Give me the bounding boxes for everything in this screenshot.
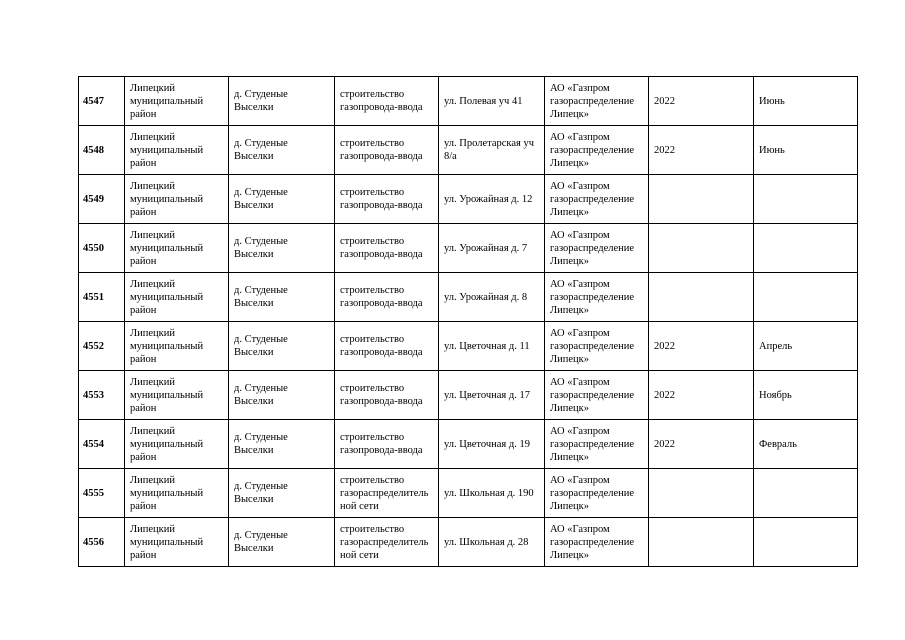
row-number-cell: 4551	[79, 273, 125, 322]
address-cell: ул. Урожайная д. 12	[439, 175, 545, 224]
year-cell: 2022	[649, 420, 754, 469]
district-cell: Липецкий муниципальный район	[125, 224, 229, 273]
table-body	[79, 77, 858, 567]
work-type-cell: строительство газораспределительной сети	[335, 469, 439, 518]
work-type-cell: строительство газопровода-ввода	[335, 420, 439, 469]
district-cell: Липецкий муниципальный район	[125, 77, 229, 126]
year-cell	[649, 273, 754, 322]
locality-cell: д. Студеные Выселки	[229, 126, 335, 175]
district-cell: Липецкий муниципальный район	[125, 273, 229, 322]
row-number-cell: 4552	[79, 322, 125, 371]
address-cell: ул. Цветочная д. 19	[439, 420, 545, 469]
locality-cell: д. Студеные Выселки	[229, 469, 335, 518]
work-type-cell: строительство газопровода-ввода	[335, 371, 439, 420]
organization-cell: АО «Газпром газораспределение Липецк»	[545, 77, 649, 126]
address-cell: ул. Цветочная д. 11	[439, 322, 545, 371]
table-row	[79, 518, 858, 567]
year-cell: 2022	[649, 126, 754, 175]
district-cell: Липецкий муниципальный район	[125, 175, 229, 224]
district-cell: Липецкий муниципальный район	[125, 126, 229, 175]
month-cell	[754, 518, 858, 567]
table-row	[79, 371, 858, 420]
month-cell: Июнь	[754, 77, 858, 126]
work-type-cell: строительство газопровода-ввода	[335, 322, 439, 371]
month-cell: Февраль	[754, 420, 858, 469]
district-cell: Липецкий муниципальный район	[125, 518, 229, 567]
table-row	[79, 420, 858, 469]
district-cell: Липецкий муниципальный район	[125, 420, 229, 469]
table-row	[79, 224, 858, 273]
table-row	[79, 77, 858, 126]
table-row	[79, 469, 858, 518]
year-cell	[649, 469, 754, 518]
month-cell	[754, 469, 858, 518]
year-cell: 2022	[649, 77, 754, 126]
organization-cell: АО «Газпром газораспределение Липецк»	[545, 469, 649, 518]
locality-cell: д. Студеные Выселки	[229, 518, 335, 567]
locality-cell: д. Студеные Выселки	[229, 420, 335, 469]
address-cell: ул. Цветочная д. 17	[439, 371, 545, 420]
work-type-cell: строительство газопровода-ввода	[335, 224, 439, 273]
table-row	[79, 273, 858, 322]
locality-cell: д. Студеные Выселки	[229, 322, 335, 371]
district-cell: Липецкий муниципальный район	[125, 469, 229, 518]
district-cell: Липецкий муниципальный район	[125, 322, 229, 371]
work-type-cell: строительство газораспределительной сети	[335, 518, 439, 567]
year-cell	[649, 224, 754, 273]
address-cell: ул. Урожайная д. 7	[439, 224, 545, 273]
table-row	[79, 175, 858, 224]
work-type-cell: строительство газопровода-ввода	[335, 126, 439, 175]
work-type-cell: строительство газопровода-ввода	[335, 77, 439, 126]
row-number-cell: 4556	[79, 518, 125, 567]
row-number-cell: 4549	[79, 175, 125, 224]
table-row	[79, 126, 858, 175]
month-cell	[754, 224, 858, 273]
locality-cell: д. Студеные Выселки	[229, 371, 335, 420]
table-row	[79, 322, 858, 371]
organization-cell: АО «Газпром газораспределение Липецк»	[545, 273, 649, 322]
locality-cell: д. Студеные Выселки	[229, 175, 335, 224]
organization-cell: АО «Газпром газораспределение Липецк»	[545, 224, 649, 273]
organization-cell: АО «Газпром газораспределение Липецк»	[545, 518, 649, 567]
month-cell	[754, 175, 858, 224]
year-cell: 2022	[649, 371, 754, 420]
row-number-cell: 4553	[79, 371, 125, 420]
address-cell: ул. Школьная д. 28	[439, 518, 545, 567]
work-type-cell: строительство газопровода-ввода	[335, 273, 439, 322]
address-cell: ул. Урожайная д. 8	[439, 273, 545, 322]
year-cell	[649, 518, 754, 567]
row-number-cell: 4547	[79, 77, 125, 126]
gasification-schedule-table	[78, 76, 858, 567]
locality-cell: д. Студеные Выселки	[229, 273, 335, 322]
year-cell: 2022	[649, 322, 754, 371]
work-type-cell: строительство газопровода-ввода	[335, 175, 439, 224]
month-cell: Апрель	[754, 322, 858, 371]
organization-cell: АО «Газпром газораспределение Липецк»	[545, 126, 649, 175]
organization-cell: АО «Газпром газораспределение Липецк»	[545, 420, 649, 469]
district-cell: Липецкий муниципальный район	[125, 371, 229, 420]
month-cell	[754, 273, 858, 322]
address-cell: ул. Школьная д. 190	[439, 469, 545, 518]
row-number-cell: 4555	[79, 469, 125, 518]
locality-cell: д. Студеные Выселки	[229, 77, 335, 126]
organization-cell: АО «Газпром газораспределение Липецк»	[545, 371, 649, 420]
address-cell: ул. Пролетарская уч 8/а	[439, 126, 545, 175]
organization-cell: АО «Газпром газораспределение Липецк»	[545, 322, 649, 371]
row-number-cell: 4554	[79, 420, 125, 469]
address-cell: ул. Полевая уч 41	[439, 77, 545, 126]
locality-cell: д. Студеные Выселки	[229, 224, 335, 273]
month-cell: Ноябрь	[754, 371, 858, 420]
row-number-cell: 4550	[79, 224, 125, 273]
month-cell: Июнь	[754, 126, 858, 175]
year-cell	[649, 175, 754, 224]
row-number-cell: 4548	[79, 126, 125, 175]
organization-cell: АО «Газпром газораспределение Липецк»	[545, 175, 649, 224]
